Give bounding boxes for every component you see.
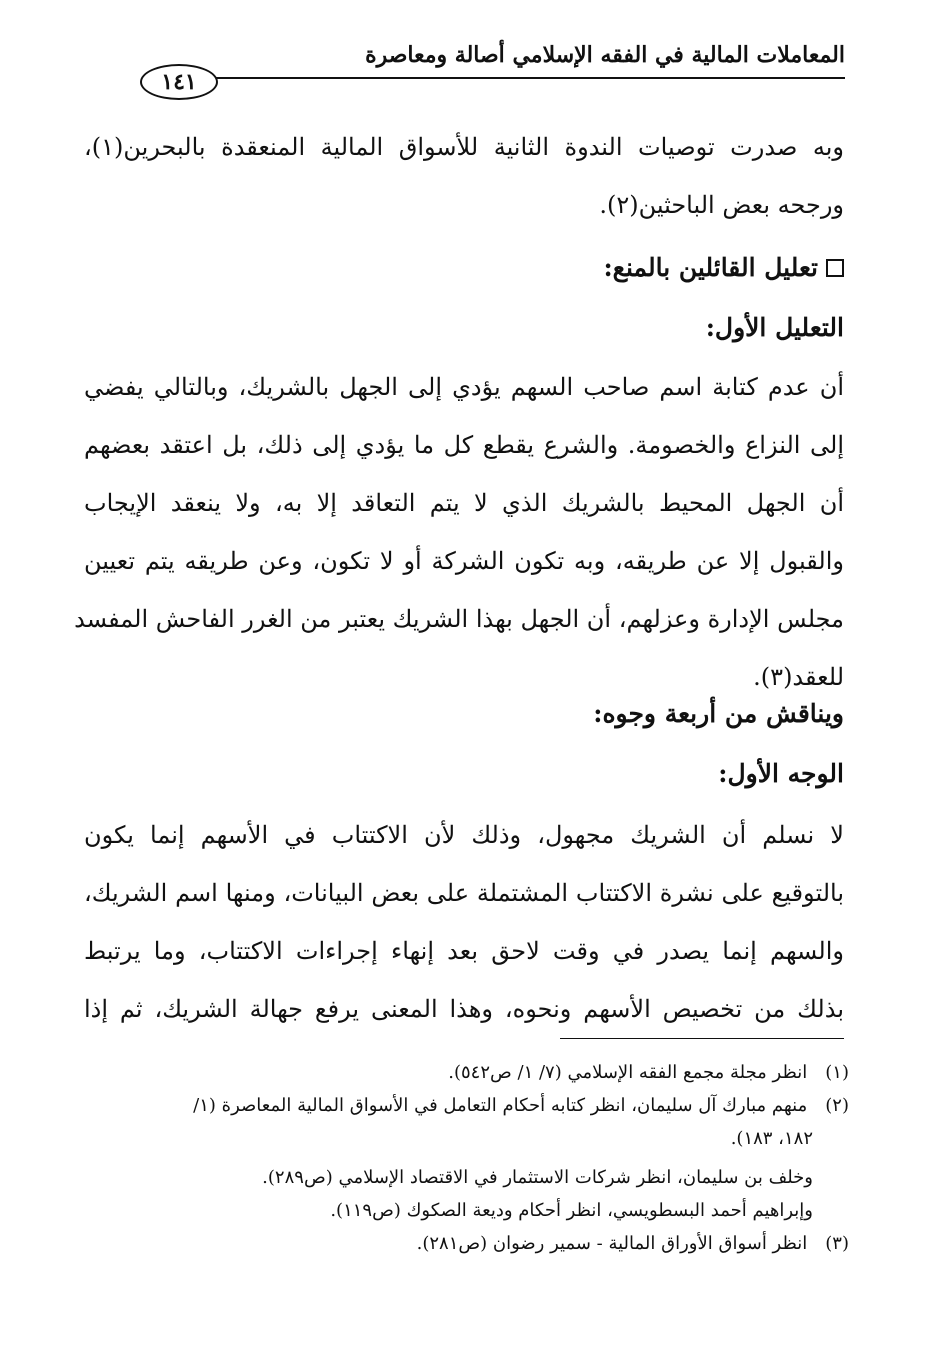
paragraph-line: للعقد(٣). [753,663,844,691]
footnote-number: (١) [825,1062,849,1083]
paragraph-line: إلى النزاع والخصومة. والشرع يقطع كل ما يؤدي إلى ذلك، بل اعتقد بعضهم [84,431,844,459]
paragraph-line: بالتوقيع على نشرة الاكتتاب المشتملة على بعض البيانات، ومنها اسم الشريك، [84,879,844,907]
footnote-text: انظر أسواق الأوراق المالية - سمير رضوان (ص٢٨١). [416,1233,808,1254]
footnote-number: (٢) [825,1095,849,1116]
paragraph-line: والسهم إنما يصدر في وقت لاحق بعد إنهاء إجراءات الاكتتاب، وما يرتبط [84,937,844,965]
paragraph-line: وبه صدرت توصيات الندوة الثانية للأسواق المالية المنعقدة بالبحرين(١)، [84,133,844,161]
footnotes [79,1056,849,1260]
header-rule [160,77,845,79]
section-heading-text: تعليل القائلين بالمنع: [603,253,818,282]
paragraph-line: أن عدم كتابة اسم صاحب السهم يؤدي إلى الجهل بالشريك، وبالتالي يفضي [84,373,844,401]
footnote-2-sub-1: وخلف بن سليمان، انظر شركات الاستثمار في الاقتصاد الإسلامي (ص٢٨٩). [262,1167,813,1188]
footnote-separator [560,1038,844,1039]
footnote-2 [79,1089,849,1122]
paragraph-line: لا نسلم أن الشريك مجهول، وذلك لأن الاكتتاب في الأسهم إنما يكون [84,821,844,849]
footnote-3 [79,1227,849,1260]
paragraph-line: أن الجهل المحيط بالشريك الذي لا يتم التعاقد إلا به، ولا ينعقد الإيجاب [84,489,844,517]
discussion-heading: ويناقش من أربعة وجوه: [593,699,844,728]
paragraph-line: بذلك من تخصيص الأسهم ونحوه، وهذا المعنى يرفع جهالة الشريك، ثم إذا [84,995,844,1023]
footnote-text: انظر مجلة مجمع الفقه الإسلامي (٧/ ١/ ص٥٤٢). [448,1062,808,1083]
square-bullet-icon [826,259,844,277]
paragraph-line: والقبول إلا عن طريقه، وبه تكون الشركة أو لا تكون، وعن طريقه يتم تعيين [84,547,844,575]
footnote-2-sub-2: وإبراهيم أحمد البسطويسي، انظر أحكام وديعة الصكوك (ص١١٩). [330,1200,813,1221]
paragraph-2 [74,358,844,706]
footnote-2-continuation: ١٨٢، ١٨٣). [730,1128,813,1149]
first-reason-heading: التعليل الأول: [705,313,844,342]
footnote-1 [79,1056,849,1089]
footnote-number: (٣) [825,1233,849,1254]
first-aspect-heading: الوجه الأول: [718,759,844,788]
paragraph-line: مجلس الإدارة وعزلهم، أن الجهل بهذا الشريك يعتبر من الغرر الفاحش المفسد [74,605,844,633]
running-header: المعاملات المالية في الفقه الإسلامي أصالة ومعاصرة [365,42,845,68]
section-heading [603,248,844,288]
paragraph-1 [84,118,844,234]
footnote-text: منهم مبارك آل سليمان، انظر كتابه أحكام التعامل في الأسواق المالية المعاصرة (١/ [193,1095,808,1116]
paragraph-line: ورجحه بعض الباحثين(٢). [599,191,844,219]
page-number: ١٤١ [140,64,218,100]
paragraph-3 [84,806,844,1038]
